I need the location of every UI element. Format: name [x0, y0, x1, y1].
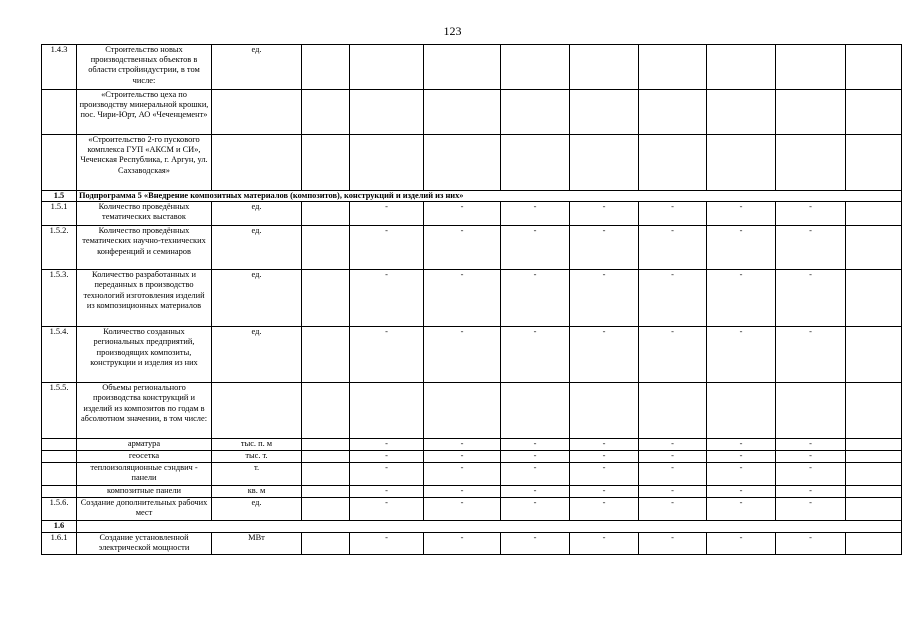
- indicator-name: теплоизоляционные сэндвич - панели: [77, 463, 212, 486]
- indicator-name: Количество проведённых тематических научно-технических конференций и семинаров: [77, 226, 212, 270]
- value-cell: -: [570, 327, 639, 383]
- value-cell: -: [501, 226, 570, 270]
- table-row: [42, 135, 902, 191]
- value-cell: [846, 327, 902, 383]
- row-number: 1.5.5.: [42, 383, 77, 439]
- value-cell: [302, 463, 350, 486]
- value-cell: [707, 383, 776, 439]
- unit-cell: МВт: [212, 533, 302, 555]
- value-cell: [501, 45, 570, 90]
- value-cell: -: [570, 498, 639, 521]
- row-number: 1.5.2.: [42, 226, 77, 270]
- value-cell: [846, 439, 902, 451]
- value-cell: -: [501, 486, 570, 498]
- value-cell: -: [570, 451, 639, 463]
- value-cell: -: [424, 463, 501, 486]
- value-cell: [570, 90, 639, 135]
- table-row: [42, 463, 902, 486]
- value-cell: -: [424, 226, 501, 270]
- value-cell: [846, 90, 902, 135]
- value-cell: [776, 45, 846, 90]
- value-cell: [776, 90, 846, 135]
- value-cell: [302, 486, 350, 498]
- table-row: [42, 451, 902, 463]
- value-cell: -: [776, 202, 846, 226]
- value-cell: [639, 45, 707, 90]
- unit-cell: ед.: [212, 327, 302, 383]
- value-cell: [302, 327, 350, 383]
- value-cell: -: [639, 486, 707, 498]
- indicator-name: геосетка: [77, 451, 212, 463]
- unit-cell: [212, 135, 302, 191]
- indicators-table: [41, 44, 902, 555]
- value-cell: [570, 383, 639, 439]
- value-cell: -: [707, 270, 776, 327]
- value-cell: -: [570, 463, 639, 486]
- row-number: 1.4.3: [42, 45, 77, 90]
- value-cell: -: [570, 226, 639, 270]
- value-cell: -: [350, 226, 424, 270]
- value-cell: [350, 90, 424, 135]
- value-cell: -: [776, 270, 846, 327]
- value-cell: -: [501, 498, 570, 521]
- section-number: 1.5: [42, 191, 77, 202]
- value-cell: -: [501, 439, 570, 451]
- value-cell: -: [350, 327, 424, 383]
- value-cell: -: [707, 498, 776, 521]
- page-number: 123: [443, 24, 462, 38]
- value-cell: [350, 135, 424, 191]
- value-cell: [846, 226, 902, 270]
- value-cell: -: [639, 202, 707, 226]
- value-cell: -: [570, 486, 639, 498]
- value-cell: -: [776, 451, 846, 463]
- value-cell: -: [639, 226, 707, 270]
- value-cell: -: [570, 439, 639, 451]
- table-row: [42, 498, 902, 521]
- value-cell: -: [707, 226, 776, 270]
- indicator-name: Количество проведённых тематических выставок: [77, 202, 212, 226]
- value-cell: [302, 270, 350, 327]
- value-cell: -: [570, 202, 639, 226]
- value-cell: [302, 439, 350, 451]
- value-cell: -: [707, 533, 776, 555]
- value-cell: -: [424, 439, 501, 451]
- row-number: [42, 463, 77, 486]
- value-cell: -: [776, 486, 846, 498]
- row-number: [42, 486, 77, 498]
- value-cell: -: [776, 226, 846, 270]
- row-number: [42, 451, 77, 463]
- value-cell: -: [707, 439, 776, 451]
- value-cell: -: [350, 439, 424, 451]
- value-cell: -: [350, 270, 424, 327]
- table-row: [42, 202, 902, 226]
- section-row: [42, 191, 902, 202]
- indicator-name: Создание дополнительных рабочих мест: [77, 498, 212, 521]
- value-cell: [302, 451, 350, 463]
- value-cell: -: [424, 327, 501, 383]
- value-cell: [846, 498, 902, 521]
- value-cell: [302, 135, 350, 191]
- value-cell: [302, 90, 350, 135]
- value-cell: -: [639, 533, 707, 555]
- value-cell: [350, 383, 424, 439]
- indicator-name: Строительство новых производственных объектов в области стройиндустрии, в том числе:: [77, 45, 212, 90]
- table-row: [42, 533, 902, 555]
- table-row: [42, 226, 902, 270]
- value-cell: [776, 383, 846, 439]
- table-row: [42, 90, 902, 135]
- value-cell: [302, 45, 350, 90]
- value-cell: -: [424, 202, 501, 226]
- value-cell: -: [639, 327, 707, 383]
- value-cell: -: [350, 463, 424, 486]
- value-cell: [424, 383, 501, 439]
- value-cell: -: [570, 270, 639, 327]
- indicator-name: композитные панели: [77, 486, 212, 498]
- indicator-name: арматура: [77, 439, 212, 451]
- section-title: Подпрограмма 5 «Внедрение композитных материалов (композитов), конструкций и изделий из них»: [77, 191, 902, 202]
- value-cell: [639, 383, 707, 439]
- value-cell: -: [501, 463, 570, 486]
- value-cell: [846, 45, 902, 90]
- value-cell: -: [639, 463, 707, 486]
- table-row: [42, 486, 902, 498]
- indicator-name: Объемы регионального производства конструкций и изделий из композитов по годам в абсолютном значении, в том числе:: [77, 383, 212, 439]
- row-number: [42, 135, 77, 191]
- value-cell: -: [707, 451, 776, 463]
- value-cell: -: [501, 533, 570, 555]
- value-cell: -: [707, 202, 776, 226]
- value-cell: [302, 226, 350, 270]
- value-cell: -: [501, 327, 570, 383]
- unit-cell: ед.: [212, 202, 302, 226]
- value-cell: -: [424, 451, 501, 463]
- table-row: [42, 383, 902, 439]
- value-cell: [846, 383, 902, 439]
- value-cell: [424, 90, 501, 135]
- row-number: 1.5.4.: [42, 327, 77, 383]
- indicator-name: Количество созданных региональных предприятий, производящих композиты, конструкции и изделия из них: [77, 327, 212, 383]
- value-cell: -: [639, 270, 707, 327]
- value-cell: -: [350, 202, 424, 226]
- value-cell: [570, 135, 639, 191]
- value-cell: [302, 533, 350, 555]
- row-number: 1.6.1: [42, 533, 77, 555]
- value-cell: [570, 45, 639, 90]
- table-row: [42, 439, 902, 451]
- value-cell: [302, 202, 350, 226]
- value-cell: -: [501, 202, 570, 226]
- unit-cell: ед.: [212, 226, 302, 270]
- unit-cell: т.: [212, 463, 302, 486]
- value-cell: [846, 270, 902, 327]
- unit-cell: ед.: [212, 498, 302, 521]
- row-number: 1.5.6.: [42, 498, 77, 521]
- value-cell: -: [424, 486, 501, 498]
- value-cell: [302, 498, 350, 521]
- value-cell: [846, 486, 902, 498]
- table-row: [42, 270, 902, 327]
- value-cell: -: [707, 327, 776, 383]
- indicator-name: Создание установленной электрической мощности: [77, 533, 212, 555]
- value-cell: [501, 90, 570, 135]
- value-cell: [707, 90, 776, 135]
- value-cell: [639, 90, 707, 135]
- table-row: [42, 45, 902, 90]
- indicator-name: Количество разработанных и переданных в производство технологий изготовления изделий из композиционных материалов: [77, 270, 212, 327]
- value-cell: -: [350, 533, 424, 555]
- value-cell: -: [639, 451, 707, 463]
- value-cell: [501, 135, 570, 191]
- value-cell: [501, 383, 570, 439]
- value-cell: [350, 45, 424, 90]
- unit-cell: [212, 90, 302, 135]
- unit-cell: тыс. т.: [212, 451, 302, 463]
- value-cell: -: [776, 327, 846, 383]
- value-cell: -: [350, 486, 424, 498]
- unit-cell: ед.: [212, 45, 302, 90]
- row-number: [42, 439, 77, 451]
- section-number: 1.6: [42, 521, 77, 533]
- value-cell: [846, 451, 902, 463]
- value-cell: [707, 45, 776, 90]
- value-cell: -: [424, 498, 501, 521]
- value-cell: -: [776, 498, 846, 521]
- value-cell: -: [501, 270, 570, 327]
- unit-cell: ед.: [212, 270, 302, 327]
- value-cell: -: [350, 451, 424, 463]
- value-cell: -: [424, 270, 501, 327]
- value-cell: -: [639, 498, 707, 521]
- value-cell: -: [707, 486, 776, 498]
- value-cell: -: [776, 463, 846, 486]
- table-row: [42, 327, 902, 383]
- value-cell: [639, 135, 707, 191]
- value-cell: -: [707, 463, 776, 486]
- value-cell: -: [424, 533, 501, 555]
- value-cell: [846, 463, 902, 486]
- value-cell: [424, 135, 501, 191]
- value-cell: -: [639, 439, 707, 451]
- value-cell: [776, 135, 846, 191]
- indicator-name: «Строительство 2-го пускового комплекса ГУП «АКСМ и СИ», Чеченская Республика, г. Аргун, ул. Сахзаводская»: [77, 135, 212, 191]
- value-cell: -: [501, 451, 570, 463]
- value-cell: [424, 45, 501, 90]
- row-number: [42, 90, 77, 135]
- value-cell: [707, 135, 776, 191]
- value-cell: -: [776, 439, 846, 451]
- row-number: 1.5.1: [42, 202, 77, 226]
- unit-cell: тыс. п. м: [212, 439, 302, 451]
- value-cell: [846, 202, 902, 226]
- value-cell: [302, 383, 350, 439]
- value-cell: -: [350, 498, 424, 521]
- indicator-name: «Строительство цеха по производству минеральной крошки, пос. Чири-Юрт, АО «Чеченцемент»: [77, 90, 212, 135]
- value-cell: [846, 533, 902, 555]
- value-cell: -: [570, 533, 639, 555]
- section-title: [77, 521, 902, 533]
- row-number: 1.5.3.: [42, 270, 77, 327]
- section-row: [42, 521, 902, 533]
- unit-cell: [212, 383, 302, 439]
- unit-cell: кв. м: [212, 486, 302, 498]
- value-cell: -: [776, 533, 846, 555]
- value-cell: [846, 135, 902, 191]
